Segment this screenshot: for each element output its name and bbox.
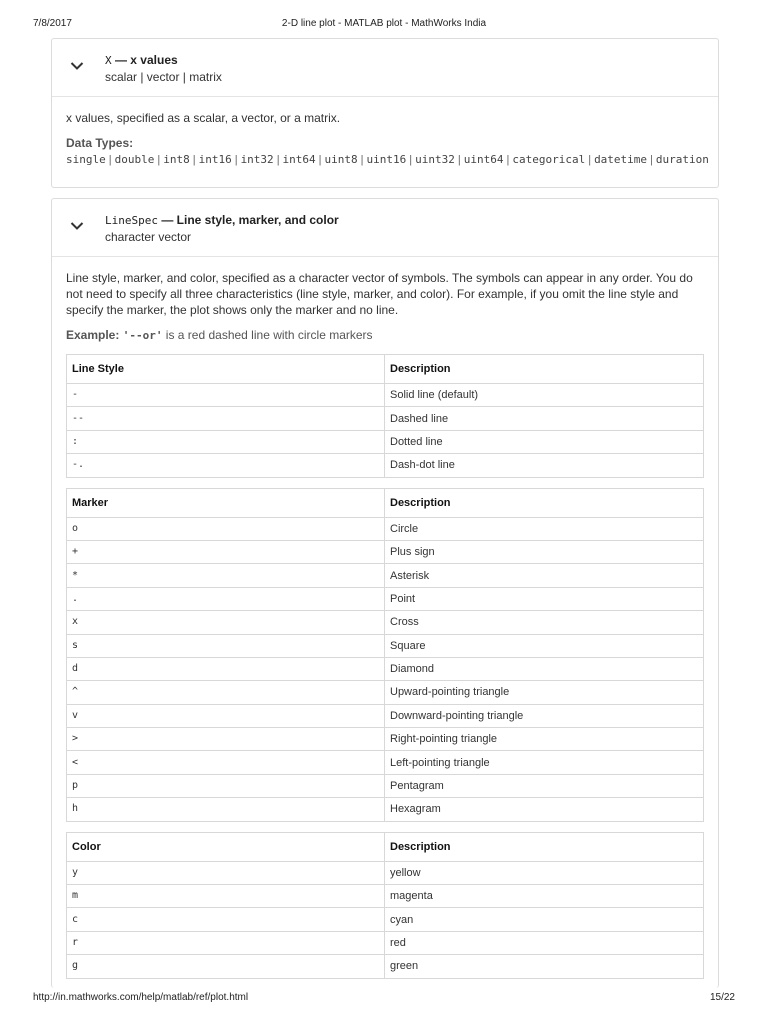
print-footer: [0, 990, 768, 1010]
table-row: [67, 611, 704, 634]
separator: |: [506, 154, 510, 166]
table-row: [67, 751, 704, 774]
linespec-argument-code: LineSpec: [105, 214, 158, 227]
linespec-description: Line style, marker, and color, specified as a character vector of symbols. The symbols can appear in any order. You do not need to specify all three characteristics (line style, marker, and color). For example, if you omit the line style and specify the marker, the plot shows only the marker and no line.: [66, 271, 693, 317]
table-row: [67, 587, 704, 610]
symbol-cell: -.: [67, 454, 385, 477]
table-row: [67, 454, 704, 477]
table-row: [67, 955, 704, 978]
separator: |: [650, 154, 653, 166]
symbol-cell: +: [67, 540, 385, 563]
table-header-cell: Color: [67, 832, 385, 861]
separator: |: [318, 154, 322, 166]
data-type-item[interactable]: duration: [655, 153, 709, 166]
print-header: [0, 0, 768, 30]
table-row: [67, 430, 704, 453]
table-header-row: [67, 488, 704, 517]
description-cell: Diamond: [385, 657, 704, 680]
symbol-cell: :: [67, 430, 385, 453]
symbol-cell: .: [67, 587, 385, 610]
separator: |: [108, 154, 112, 166]
separator: |: [457, 154, 461, 166]
table-row: [67, 908, 704, 931]
data-types-list: [66, 153, 709, 166]
table-header-cell: Marker: [67, 488, 385, 517]
description-cell: magenta: [385, 885, 704, 908]
x-argument-body: [52, 97, 718, 180]
description-cell: Asterisk: [385, 564, 704, 587]
description-cell: Point: [385, 587, 704, 610]
separator: |: [157, 154, 161, 166]
table-row: [67, 540, 704, 563]
symbol-cell: v: [67, 704, 385, 727]
separator: |: [276, 154, 280, 166]
table-row: [67, 657, 704, 680]
table-header-cell: Description: [385, 832, 704, 861]
linespec-argument-panel: [51, 198, 719, 988]
symbol-cell: g: [67, 955, 385, 978]
table-row: [67, 798, 704, 821]
x-argument-panel: [51, 38, 719, 188]
chevron-down-icon[interactable]: [70, 221, 84, 231]
symbol-cell: h: [67, 798, 385, 821]
description-cell: green: [385, 955, 704, 978]
linespec-example: [66, 327, 704, 344]
table-header-row: [67, 355, 704, 384]
table-header-cell: Line Style: [67, 355, 385, 384]
data-type-item[interactable]: categorical: [512, 153, 586, 166]
table-row: [67, 407, 704, 430]
symbol-cell: x: [67, 611, 385, 634]
table-row: [67, 634, 704, 657]
data-type-item[interactable]: uint64: [463, 153, 504, 166]
print-page-title: 2-D line plot - MATLAB plot - MathWorks India: [281, 18, 487, 29]
table-header-cell: Description: [385, 355, 704, 384]
description-cell: Downward-pointing triangle: [385, 704, 704, 727]
marker-table: [66, 488, 704, 822]
description-cell: Upward-pointing triangle: [385, 681, 704, 704]
data-types-label: Data Types:: [66, 136, 134, 150]
table-row: [67, 704, 704, 727]
description-cell: Plus sign: [385, 540, 704, 563]
line-style-table: [66, 354, 704, 478]
table-row: [67, 931, 704, 954]
symbol-cell: m: [67, 885, 385, 908]
table-header-row: [67, 832, 704, 861]
data-type-item[interactable]: int32: [240, 153, 274, 166]
example-label: Example:: [66, 328, 120, 342]
table-row: [67, 384, 704, 407]
x-argument-code: X: [105, 54, 112, 67]
linespec-argument-header[interactable]: [52, 199, 718, 257]
data-type-item[interactable]: uint8: [324, 153, 358, 166]
description-cell: Dash-dot line: [385, 454, 704, 477]
data-type-item[interactable]: int64: [282, 153, 316, 166]
x-argument-title: — x values: [111, 53, 178, 67]
linespec-argument-name: [105, 213, 339, 227]
print-date: 7/8/2017: [33, 18, 72, 29]
description-cell: Square: [385, 634, 704, 657]
table-header-cell: Description: [385, 488, 704, 517]
linespec-argument-type: character vector: [105, 230, 192, 244]
table-row: [67, 564, 704, 587]
description-cell: Hexagram: [385, 798, 704, 821]
symbol-cell: <: [67, 751, 385, 774]
symbol-cell: d: [67, 657, 385, 680]
print-page-number: 15/22: [709, 992, 735, 1003]
separator: |: [588, 154, 592, 166]
symbol-cell: c: [67, 908, 385, 931]
x-argument-type: scalar | vector | matrix: [105, 70, 222, 84]
symbol-cell: s: [67, 634, 385, 657]
description-cell: Dotted line: [385, 430, 704, 453]
linespec-argument-title: — Line style, marker, and color: [157, 213, 339, 227]
separator: |: [234, 154, 238, 166]
description-cell: Dashed line: [385, 407, 704, 430]
symbol-cell: *: [67, 564, 385, 587]
description-cell: Right-pointing triangle: [385, 728, 704, 751]
table-row: [67, 885, 704, 908]
table-row: [67, 681, 704, 704]
data-type-item[interactable]: double: [114, 153, 155, 166]
description-cell: Pentagram: [385, 774, 704, 797]
description-cell: Cross: [385, 611, 704, 634]
data-type-item[interactable]: uint16: [366, 153, 407, 166]
data-type-item[interactable]: int16: [198, 153, 232, 166]
example-text: is a red dashed line with circle markers: [165, 328, 373, 342]
color-table: [66, 832, 704, 979]
print-url: http://in.mathworks.com/help/matlab/ref/plot.html: [33, 992, 249, 1003]
separator: |: [192, 154, 196, 166]
x-argument-header[interactable]: [52, 39, 718, 97]
separator: |: [360, 154, 364, 166]
linespec-argument-body: [52, 257, 718, 991]
x-argument-name: [105, 53, 178, 67]
description-cell: Solid line (default): [385, 384, 704, 407]
example-code: '--or': [122, 329, 163, 342]
symbol-cell: >: [67, 728, 385, 751]
data-type-item[interactable]: uint32: [415, 153, 455, 166]
symbol-cell: p: [67, 774, 385, 797]
data-type-item[interactable]: int8: [163, 153, 190, 166]
symbol-cell: y: [67, 861, 385, 884]
description-cell: red: [385, 931, 704, 954]
chevron-down-icon[interactable]: [70, 61, 84, 71]
description-cell: yellow: [385, 861, 704, 884]
symbol-cell: o: [67, 517, 385, 540]
table-row: [67, 774, 704, 797]
data-type-item[interactable]: single: [66, 153, 106, 166]
symbol-cell: -: [67, 384, 385, 407]
table-row: [67, 861, 704, 884]
symbol-cell: ^: [67, 681, 385, 704]
data-type-item[interactable]: datetime: [594, 153, 648, 166]
symbol-cell: --: [67, 407, 385, 430]
description-cell: Circle: [385, 517, 704, 540]
separator: |: [409, 154, 413, 166]
x-argument-description: x values, specified as a scalar, a vector, or a matrix.: [66, 111, 341, 125]
table-row: [67, 517, 704, 540]
table-row: [67, 728, 704, 751]
x-data-types: [66, 135, 709, 168]
description-cell: Left-pointing triangle: [385, 751, 704, 774]
symbol-cell: r: [67, 931, 385, 954]
description-cell: cyan: [385, 908, 704, 931]
